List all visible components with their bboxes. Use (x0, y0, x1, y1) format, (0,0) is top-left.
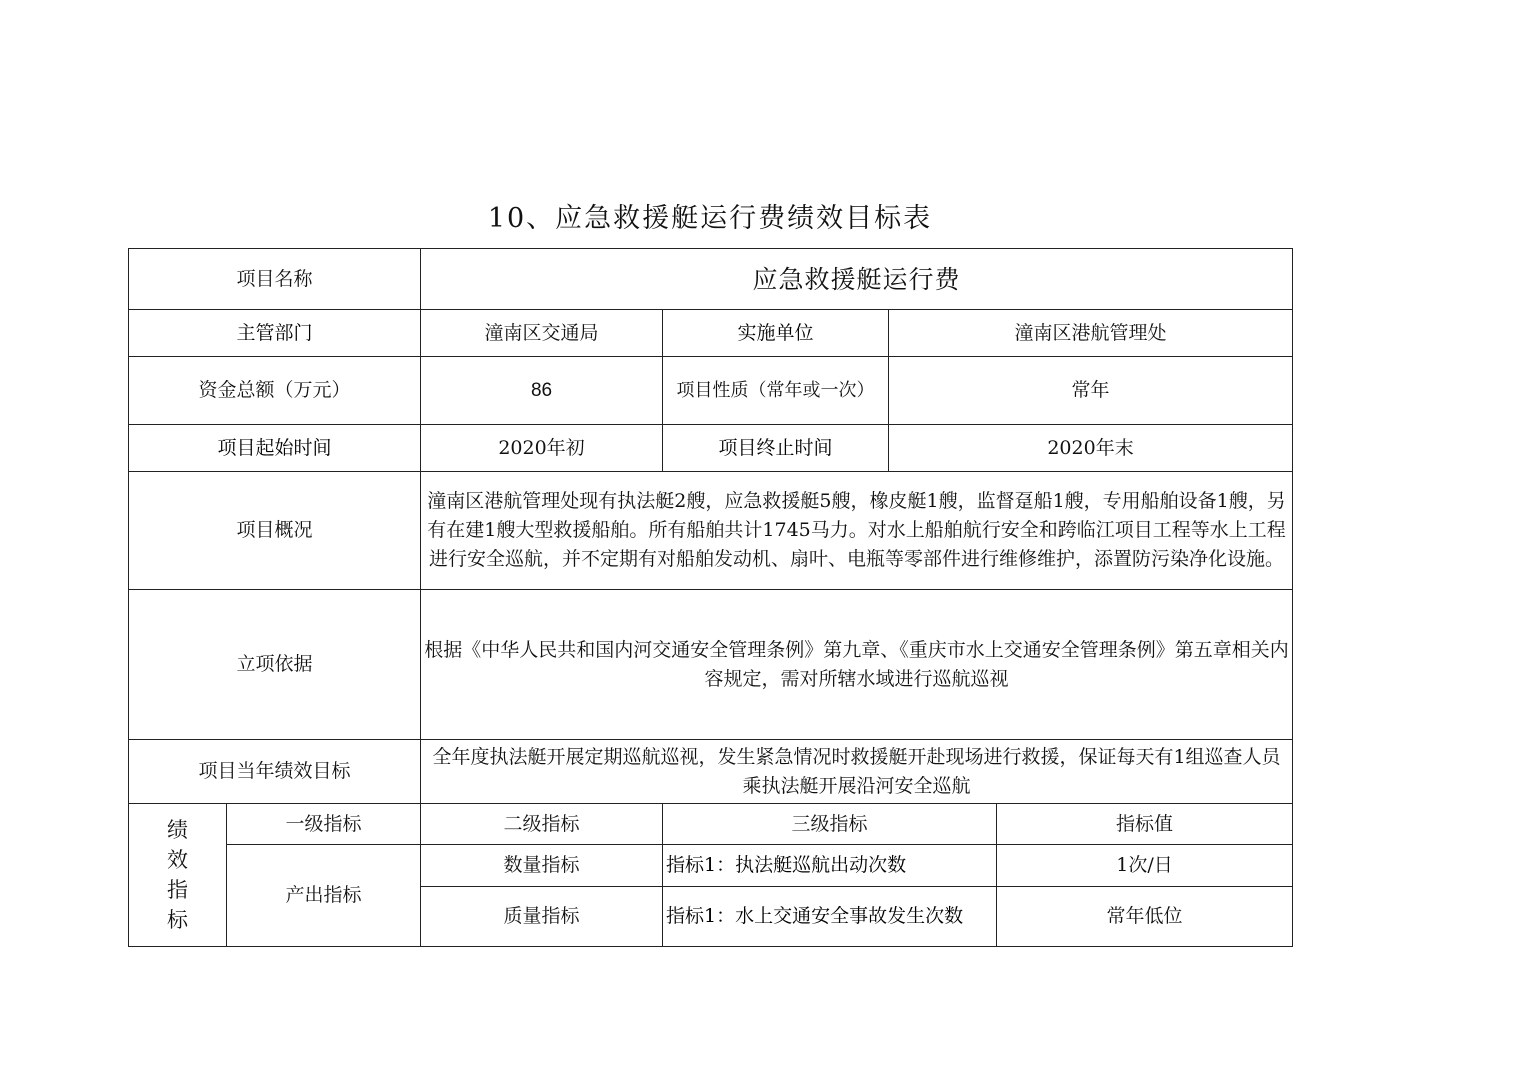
header-level3: 三级指标 (663, 804, 997, 845)
side-char: 绩 (167, 818, 188, 842)
end-time-value: 2020年末 (889, 425, 1293, 472)
unit-label: 实施单位 (663, 310, 889, 357)
project-name-label: 项目名称 (129, 249, 421, 310)
side-char: 效 (167, 848, 188, 872)
level3-cell: 指标1：执法艇巡航出动次数 (663, 845, 997, 887)
document-title: 10、应急救援艇运行费绩效目标表 (487, 203, 933, 234)
unit-value: 潼南区港航管理处 (889, 310, 1293, 357)
start-time-value: 2020年初 (421, 425, 663, 472)
indicator-value: 1次/日 (997, 845, 1293, 887)
end-time-label: 项目终止时间 (663, 425, 889, 472)
funds-value: 86 (421, 357, 663, 425)
level2-cell: 数量指标 (421, 845, 663, 887)
row-funds (129, 357, 1293, 425)
row-basis (129, 590, 1293, 740)
row-overview (129, 472, 1293, 590)
header-level1: 一级指标 (227, 804, 421, 845)
department-value: 潼南区交通局 (421, 310, 663, 357)
side-char: 标 (167, 908, 188, 932)
nature-label: 项目性质（常年或一次） (663, 357, 889, 425)
indicator-side-label (129, 804, 227, 947)
header-value: 指标值 (997, 804, 1293, 845)
level1-output: 产出指标 (227, 845, 421, 947)
level2-cell: 质量指标 (421, 887, 663, 947)
row-project-name (129, 249, 1293, 310)
level3-text: 指标1：水上交通安全事故发生次数 (666, 905, 964, 927)
level3-cell (663, 887, 997, 947)
indicator-row (129, 845, 1293, 887)
start-time-label: 项目起始时间 (129, 425, 421, 472)
funds-label: 资金总额（万元） (129, 357, 421, 425)
performance-table (128, 248, 1293, 947)
goal-value: 全年度执法艇开展定期巡航巡视，发生紧急情况时救援艇开赴现场进行救援，保证每天有1组巡查人员乘执法艇开展沿河安全巡航 (421, 740, 1293, 804)
row-time (129, 425, 1293, 472)
basis-value: 根据《中华人民共和国内河交通安全管理条例》第九章、《重庆市水上交通安全管理条例》第五章相关内容规定，需对所辖水域进行巡航巡视 (421, 590, 1293, 740)
row-goal (129, 740, 1293, 804)
indicator-value: 常年低位 (997, 887, 1293, 947)
nature-value: 常年 (889, 357, 1293, 425)
department-label: 主管部门 (129, 310, 421, 357)
header-level2: 二级指标 (421, 804, 663, 845)
goal-label: 项目当年绩效目标 (129, 740, 421, 804)
basis-label: 立项依据 (129, 590, 421, 740)
overview-label: 项目概况 (129, 472, 421, 590)
side-char: 指 (167, 878, 188, 902)
indicator-header-row (129, 804, 1293, 845)
project-name-value: 应急救援艇运行费 (421, 249, 1293, 310)
row-department (129, 310, 1293, 357)
overview-value: 潼南区港航管理处现有执法艇2艘，应急救援艇5艘，橡皮艇1艘，监督趸船1艘，专用船舶设备1艘，另有在建1艘大型救援船舶。所有船舶共计1745马力。对水上船舶航行安全和跨临江项目工程等水上工程进行安全巡航，并不定期有对船舶发动机、扇叶、电瓶等零部件进行维修维护，添置防污染净化设施。 (421, 472, 1293, 590)
